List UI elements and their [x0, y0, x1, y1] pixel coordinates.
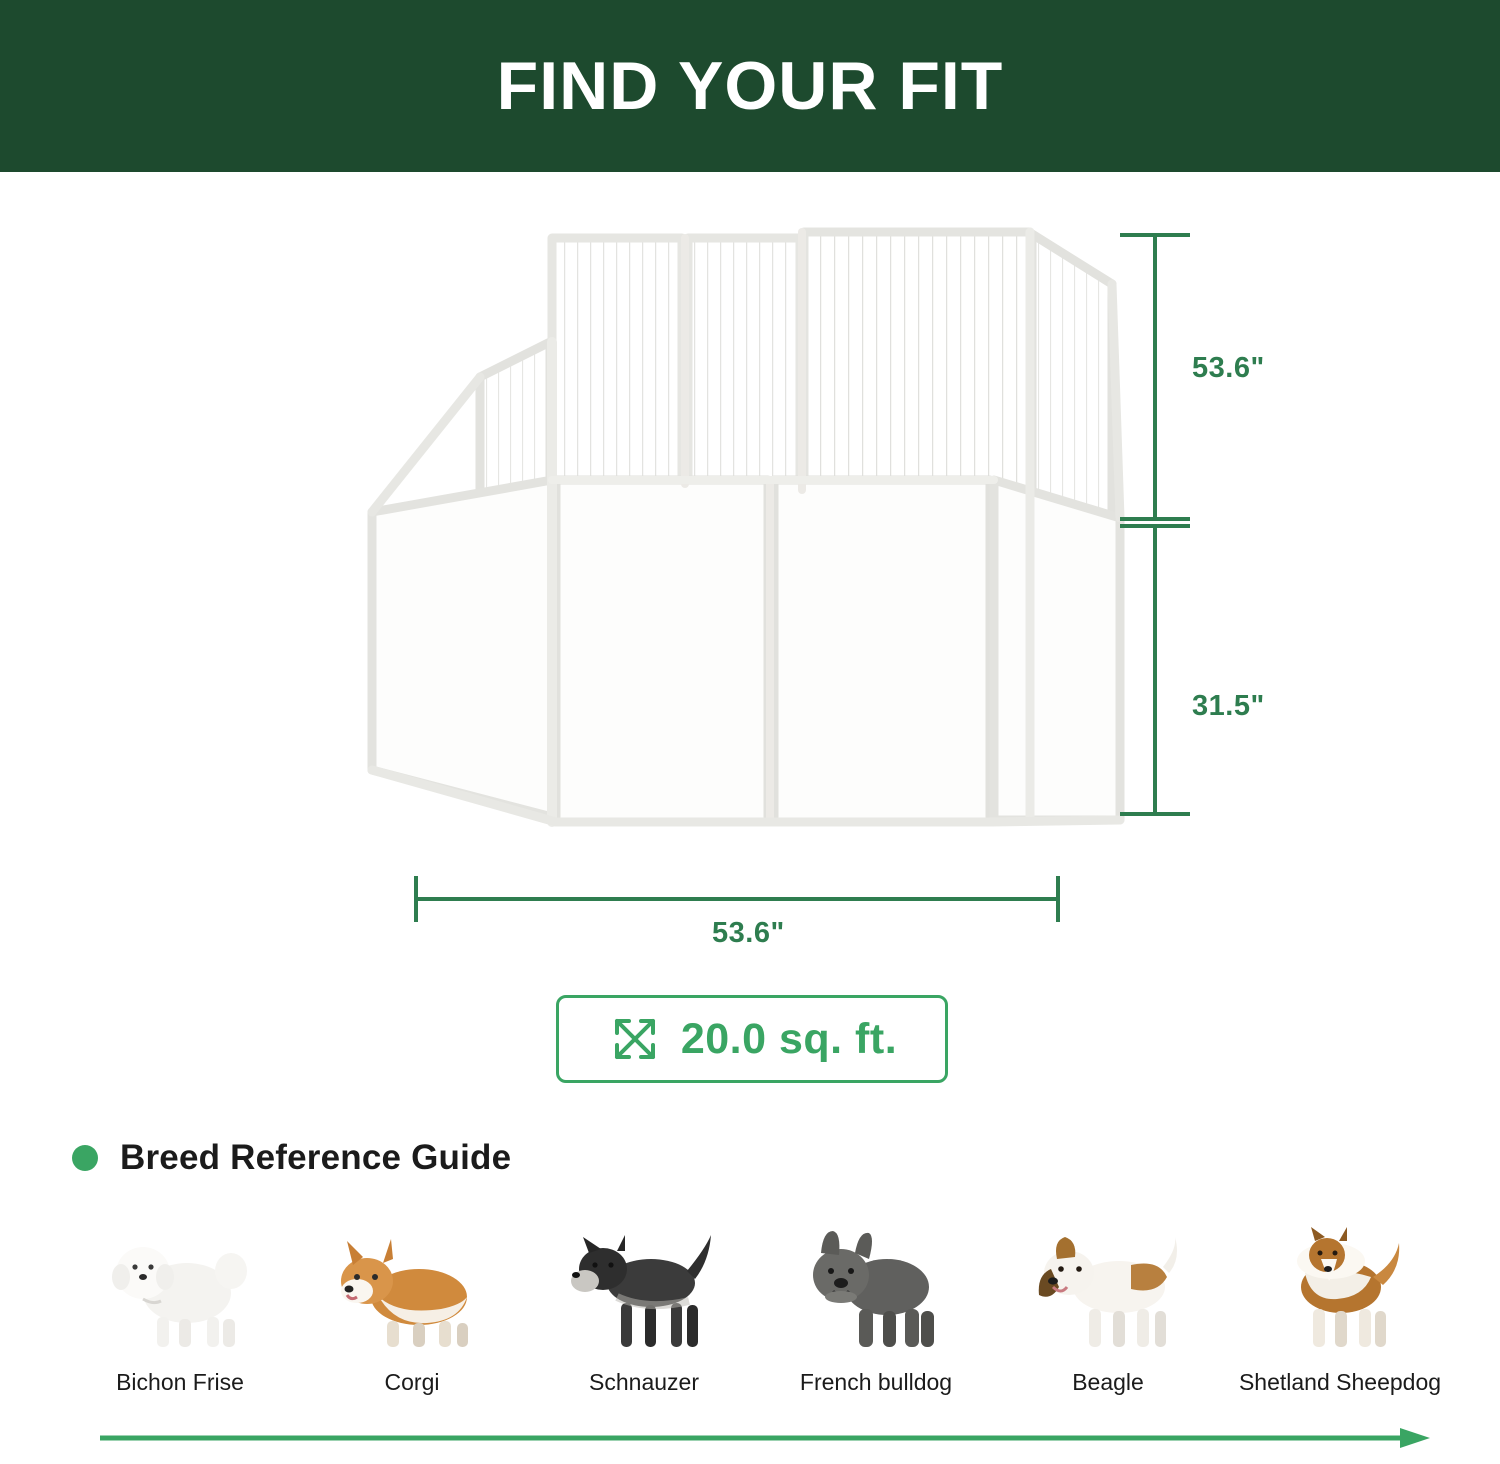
corgi-icon	[327, 1215, 497, 1355]
size-scale-arrow-icon	[100, 1428, 1430, 1448]
breed-guide-header	[72, 1138, 511, 1178]
breed-name: Bichon Frise	[116, 1369, 244, 1395]
bullet-dot-icon	[72, 1145, 98, 1171]
area-badge-label: 20.0 sq. ft.	[680, 1014, 898, 1063]
list-item	[312, 1215, 512, 1396]
breed-name: Schnauzer	[589, 1369, 699, 1395]
breed-name: Beagle	[1072, 1369, 1144, 1395]
playpen-svg	[330, 222, 1130, 862]
list-item	[544, 1215, 744, 1396]
list-item	[1240, 1215, 1440, 1396]
page-title: FIND YOUR FIT	[496, 48, 1004, 124]
breed-name: French bulldog	[799, 1369, 953, 1395]
list-item	[776, 1215, 976, 1396]
dimension-label-total-height: 53.6"	[1192, 352, 1265, 384]
french-bulldog-icon	[791, 1215, 961, 1355]
dimension-line-height-panel	[1115, 520, 1235, 820]
breed-guide-title: Breed Reference Guide	[120, 1138, 512, 1177]
beagle-icon	[1023, 1215, 1193, 1355]
breed-name: Corgi	[384, 1369, 440, 1395]
breed-list	[80, 1215, 1440, 1396]
area-badge	[556, 995, 948, 1083]
schnauzer-icon	[559, 1215, 729, 1355]
product-diagram	[0, 172, 1500, 962]
playpen-illustration	[330, 222, 1130, 862]
dimension-label-panel-height: 31.5"	[1192, 690, 1265, 722]
dimension-label-width: 53.6"	[712, 917, 785, 949]
page-header	[0, 0, 1500, 172]
list-item	[1008, 1215, 1208, 1396]
diagonal-arrows-icon	[607, 1011, 663, 1067]
breed-name: Shetland Sheepdog	[1238, 1369, 1442, 1395]
list-item	[80, 1215, 280, 1396]
shetland-sheepdog-icon	[1255, 1215, 1425, 1355]
bichon-frise-icon	[95, 1215, 265, 1355]
